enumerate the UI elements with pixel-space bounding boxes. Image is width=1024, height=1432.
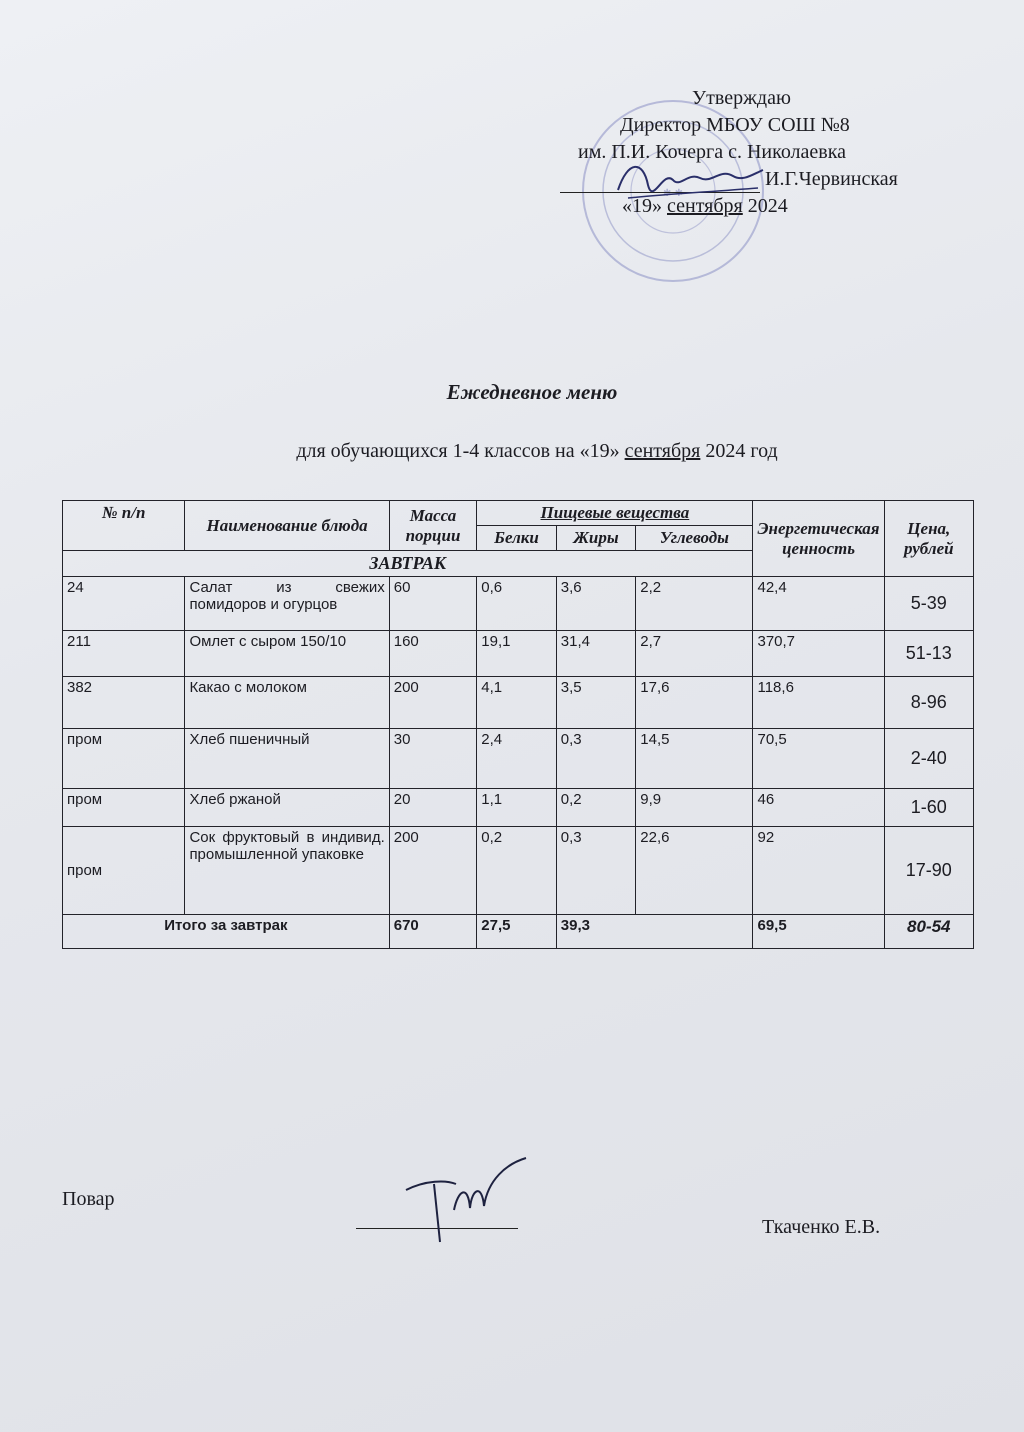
cell-mass: 60 xyxy=(389,577,477,631)
approval-month: сентября xyxy=(667,195,743,217)
approval-school: им. П.И. Кочерга с. Николаевка xyxy=(578,141,847,163)
cell-fat: 0,2 xyxy=(556,789,636,827)
svg-text:✱ ✱: ✱ ✱ xyxy=(663,188,683,199)
total-label: Итого за завтрак xyxy=(63,915,390,949)
cell-carbs: 2,7 xyxy=(636,631,753,677)
header-mass: Масса порции xyxy=(389,501,477,551)
cell-num: пром xyxy=(63,789,185,827)
cell-carbs: 9,9 xyxy=(636,789,753,827)
table-row xyxy=(63,631,974,677)
cell-num: 382 xyxy=(63,677,185,729)
footer-role: Повар xyxy=(62,1188,115,1210)
cell-mass: 160 xyxy=(389,631,477,677)
cell-name: Хлеб пшеничный xyxy=(185,729,389,789)
header-price: Цена, рублей xyxy=(884,501,973,577)
cell-energy: 42,4 xyxy=(753,577,884,631)
cell-protein: 0,2 xyxy=(477,827,556,915)
cell-energy: 92 xyxy=(753,827,884,915)
cell-name: Салат из свежих помидоров и огурцов xyxy=(185,577,389,631)
table-row xyxy=(63,729,974,789)
table-row xyxy=(63,789,974,827)
total-protein: 27,5 xyxy=(477,915,556,949)
total-energy: 69,5 xyxy=(753,915,884,949)
header-num: № п/п xyxy=(63,501,185,551)
cell-num: пром xyxy=(63,729,185,789)
cook-signature xyxy=(396,1150,536,1250)
header-fat: Жиры xyxy=(556,526,636,551)
cell-mass: 200 xyxy=(389,677,477,729)
header-energy: Энергетическая ценность xyxy=(753,501,884,577)
approval-day: «19» xyxy=(622,195,662,217)
approval-heading: Утверждаю xyxy=(692,87,791,109)
header-name: Наименование блюда xyxy=(185,501,389,551)
cell-num: пром xyxy=(63,827,185,915)
cell-fat: 0,3 xyxy=(556,729,636,789)
cell-name: Какао с молоком xyxy=(185,677,389,729)
cell-mass: 30 xyxy=(389,729,477,789)
footer-name: Ткаченко Е.В. xyxy=(762,1216,881,1238)
subtitle-month: сентября xyxy=(624,440,701,462)
header-carbs: Углеводы xyxy=(636,526,753,551)
cell-carbs: 17,6 xyxy=(636,677,753,729)
cell-num: 24 xyxy=(63,577,185,631)
cell-protein: 0,6 xyxy=(477,577,556,631)
cell-energy: 70,5 xyxy=(753,729,884,789)
cell-price: 1-60 xyxy=(884,789,973,827)
cell-carbs: 2,2 xyxy=(636,577,753,631)
menu-table xyxy=(62,500,974,949)
table-row xyxy=(63,577,974,631)
cell-name: Сок фруктовый в индивид. промышленной упаковке xyxy=(185,827,389,915)
page-title: Ежедневное меню xyxy=(446,380,618,404)
cell-price: 5-39 xyxy=(884,577,973,631)
cell-fat: 3,6 xyxy=(556,577,636,631)
cell-name: Хлеб ржаной xyxy=(185,789,389,827)
total-row xyxy=(63,915,974,949)
page-subtitle xyxy=(0,440,1024,463)
cell-carbs: 14,5 xyxy=(636,729,753,789)
approval-name: И.Г.Червинская xyxy=(765,168,898,190)
cell-mass: 20 xyxy=(389,789,477,827)
cell-fat: 3,5 xyxy=(556,677,636,729)
approval-position: Директор МБОУ СОШ №8 xyxy=(620,114,850,136)
subtitle-suffix: 2024 год xyxy=(705,440,778,462)
cell-protein: 1,1 xyxy=(477,789,556,827)
cell-energy: 370,7 xyxy=(753,631,884,677)
header-row xyxy=(63,501,974,526)
cell-carbs: 22,6 xyxy=(636,827,753,915)
subtitle-prefix: для обучающихся 1-4 классов на «19» xyxy=(296,440,620,462)
cell-mass: 200 xyxy=(389,827,477,915)
cell-name: Омлет с сыром 150/10 xyxy=(185,631,389,677)
director-signature xyxy=(608,150,768,210)
header-protein: Белки xyxy=(477,526,556,551)
cell-price: 8-96 xyxy=(884,677,973,729)
cell-protein: 2,4 xyxy=(477,729,556,789)
cell-protein: 4,1 xyxy=(477,677,556,729)
total-mass: 670 xyxy=(389,915,477,949)
total-fat: 39,3 xyxy=(556,915,753,949)
section-title: ЗАВТРАК xyxy=(63,551,753,577)
cell-price: 2-40 xyxy=(884,729,973,789)
cell-fat: 31,4 xyxy=(556,631,636,677)
cell-energy: 118,6 xyxy=(753,677,884,729)
cell-energy: 46 xyxy=(753,789,884,827)
approval-year: 2024 xyxy=(747,195,788,217)
cell-fat: 0,3 xyxy=(556,827,636,915)
table-row xyxy=(63,827,974,915)
table-row xyxy=(63,677,974,729)
header-nutrients: Пищевые вещества xyxy=(477,501,753,526)
total-price: 80-54 xyxy=(884,915,973,949)
cell-price: 51-13 xyxy=(884,631,973,677)
cell-num: 211 xyxy=(63,631,185,677)
cell-price: 17-90 xyxy=(884,827,973,915)
cell-protein: 19,1 xyxy=(477,631,556,677)
